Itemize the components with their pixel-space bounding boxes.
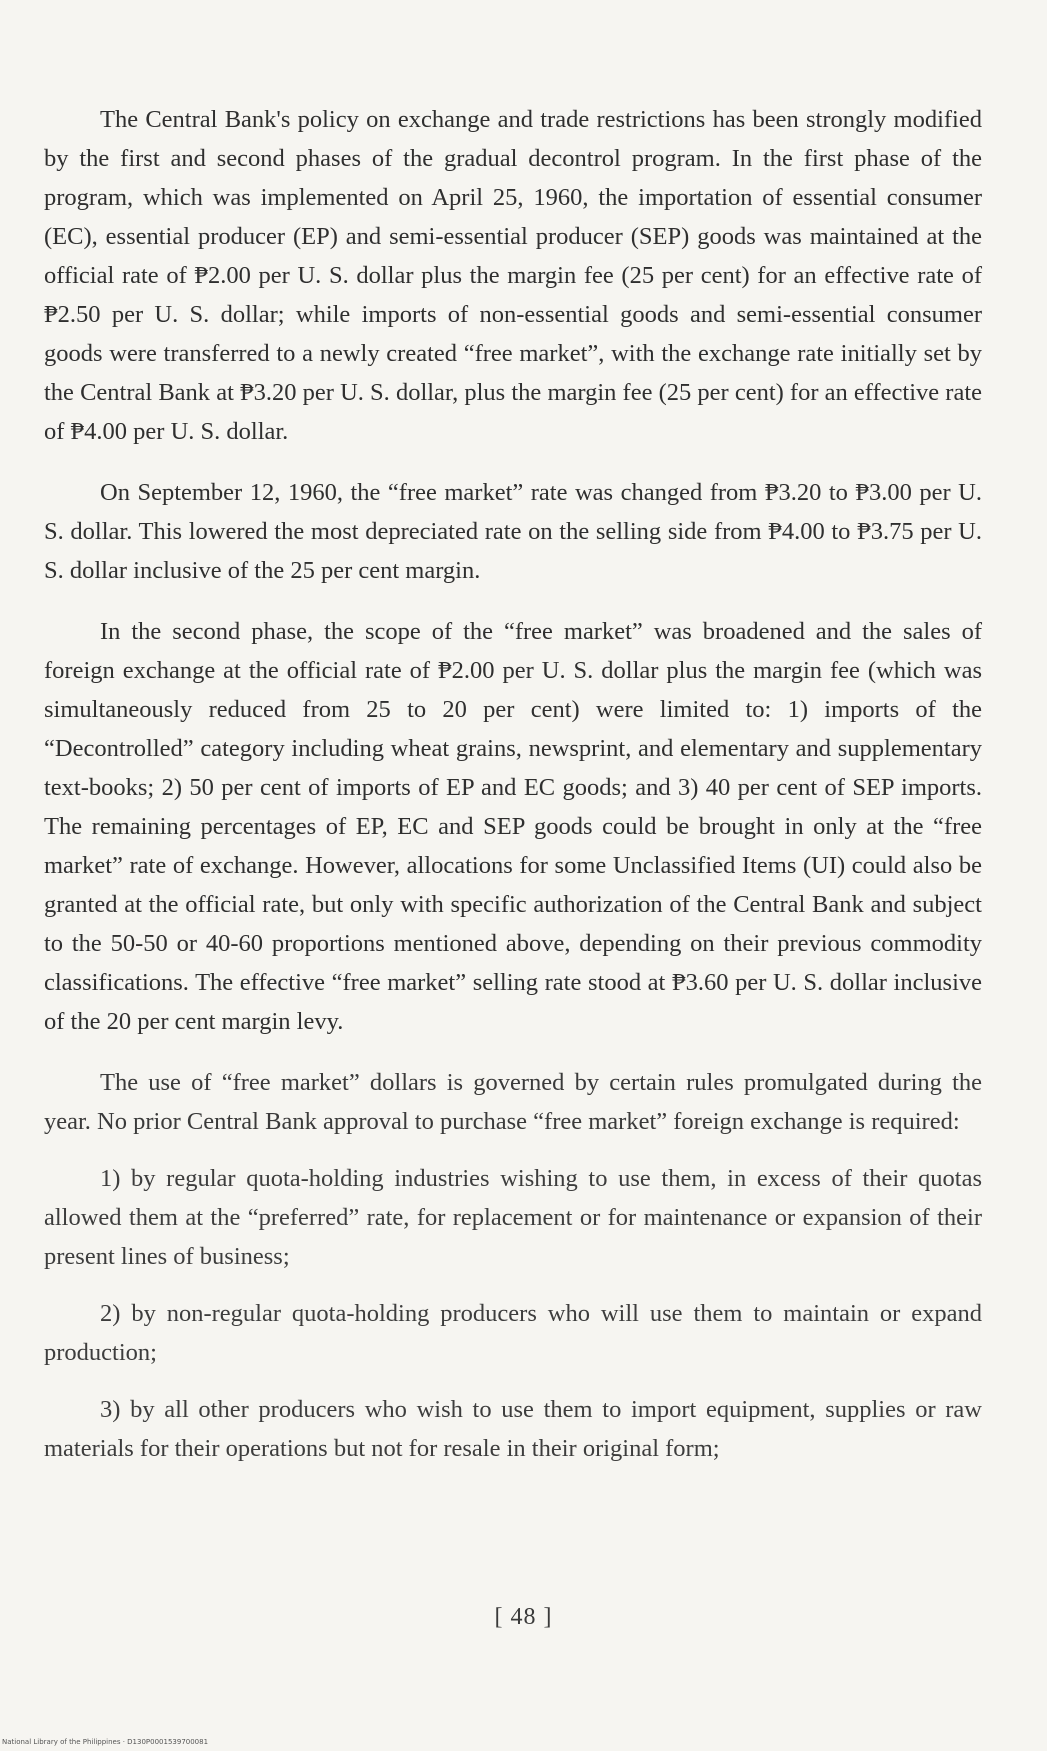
paragraph-september-rate-change: On September 12, 1960, the “free market” rate was changed from ₱3.20 to ₱3.00 per U. S. dollar. This lowered the most depreciated rate on the selling side from ₱4.00 to ₱3.75 per U. S. dollar inclusive of the 25 per cent margin. [44, 479, 982, 584]
paragraph-second-phase: In the second phase, the scope of the “free market” was broadened and the sales of foreign exchange at the official rate of ₱2.00 per U. S. dollar plus the margin fee (which was simultaneously reduced from 25 to 20 per cent) were limited to: 1) imports of the “Decontrolled” category including wheat grains, newsprint, and elementary and supplementary text-books; 2) 50 per cent of imports of EP and EC goods; and 3) 40 per cent of SEP imports. The remaining percentages of EP, EC and SEP goods could be brought in only at the “free market” rate of exchange. However, allocations for some Unclassified Items (UI) could also be granted at the official rate, but only with specific authorization of the Central Bank and subject to the 50-50 or 40-60 proportions mentioned above, depending on their previous commodity classifications. The effective “free market” selling rate stood at ₱3.60 per U. S. dollar inclusive of the 20 per cent margin levy. [44, 618, 982, 1035]
page-number: [ 48 ] [494, 1604, 553, 1630]
scan-credit: National Library of the Philippines · D130P0001539700081 [2, 1738, 209, 1746]
page-body [44, 100, 982, 1468]
list-item-rule-2: 2) by non-regular quota-holding producers who will use them to maintain or expand production; [44, 1300, 982, 1366]
list-item-rule-1: 1) by regular quota-holding industries wishing to use them, in excess of their quotas allowed them at the “preferred” rate, for replacement or for maintenance or expansion of their present lines of business; [44, 1165, 982, 1270]
paragraph-policy-overview: The Central Bank's policy on exchange and trade restrictions has been strongly modified by the first and second phases of the gradual decontrol program. In the first phase of the program, which was implemented on April 25, 1960, the importation of essential consumer (EC), essential producer (EP) and semi-essential producer (SEP) goods was maintained at the official rate of ₱2.00 per U. S. dollar plus the margin fee (25 per cent) for an effective rate of ₱2.50 per U. S. dollar; while imports of non-essential goods and semi-essential consumer goods were transferred to a newly created “free market”, with the exchange rate initially set by the Central Bank at ₱3.20 per U. S. dollar, plus the margin fee (25 per cent) for an effective rate of ₱4.00 per U. S. dollar. [44, 106, 982, 445]
paragraph-free-market-rules: The use of “free market” dollars is governed by certain rules promulgated during the year. No prior Central Bank approval to purchase “free market” foreign exchange is required: [44, 1069, 982, 1135]
list-item-rule-3: 3) by all other producers who wish to use them to import equipment, supplies or raw materials for their operations but not for resale in their original form; [44, 1396, 982, 1462]
